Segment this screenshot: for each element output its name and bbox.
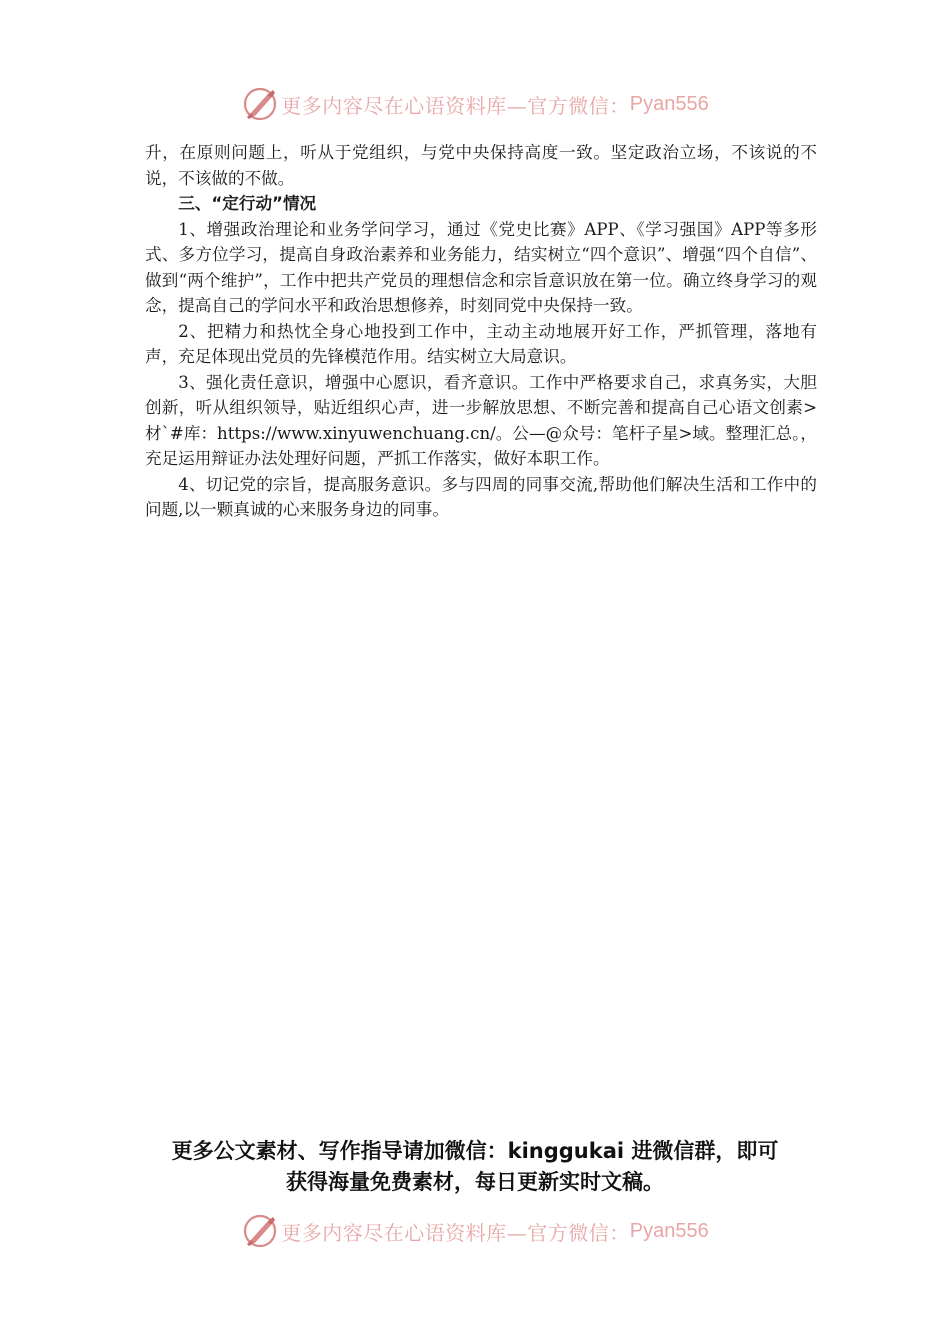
footer-watermark xyxy=(0,1211,950,1251)
paragraph-continuation: 升，在原则问题上，听从于党组织，与党中央保持高度一致。坚定政治立场，不该说的不说，不该做的不做。 xyxy=(145,143,817,188)
paragraph-item-1: 1、增强政治理论和业务学问学习，通过《党史比赛》APP、《学习强国》APP等多形式、多方位学习，提高自身政治素养和业务能力，结实树立“四个意识”、增强“四个自信”、做到“两个维护”，工作中把共产党员的理想信念和宗旨意识放在第一位。确立终身学习的观念，提高自己的学问水平和政治思想修养，时刻同党中央保持一致。 xyxy=(145,219,817,315)
header-watermark xyxy=(0,84,950,124)
watermark-text: 更多内容尽在心语资料库—官方微信： xyxy=(281,93,630,118)
promo-line-1: 更多公文素材、写作指导请加微信：kinggukai 进微信群，即可 xyxy=(171,1139,779,1163)
watermark-wechat-id: Pyan556 xyxy=(629,1219,709,1242)
watermark-wechat-id: Pyan556 xyxy=(629,92,709,115)
document-body xyxy=(145,140,817,523)
paragraph-item-3: 3、强化责任意识，增强中心愿识，看齐意识。工作中严格要求自己，求真务实，大胆创新，听从组织领导，贴近组织心声，进一步解放思想、不断完善和提高自己心语文创素>材`#库：https://www.xinyuwenchuang.cn/。公—@众号：笔杆子星>域。整理汇总。，充足运用辩证办法处理好问题，严抓工作落实，做好本职工作。 xyxy=(145,372,817,468)
promo-line-2: 获得海量免费素材，每日更新实时文稿。 xyxy=(286,1170,664,1194)
pen-logo-icon xyxy=(241,85,279,123)
pen-logo-icon xyxy=(241,1212,279,1250)
section-heading: 三、“定行动”情况 xyxy=(178,194,317,213)
paragraph-item-2: 2、把精力和热忱全身心地投到工作中，主动主动地展开好工作，严抓管理，落地有声，充足体现出党员的先锋模范作用。结实树立大局意识。 xyxy=(145,321,817,366)
promo-notice xyxy=(0,1136,950,1198)
paragraph-item-4: 4、切记党的宗旨，提高服务意识。多与四周的同事交流,帮助他们解决生活和工作中的问题,以一颗真诚的心来服务身边的同事。 xyxy=(145,474,817,519)
watermark-text: 更多内容尽在心语资料库—官方微信： xyxy=(281,1220,630,1245)
